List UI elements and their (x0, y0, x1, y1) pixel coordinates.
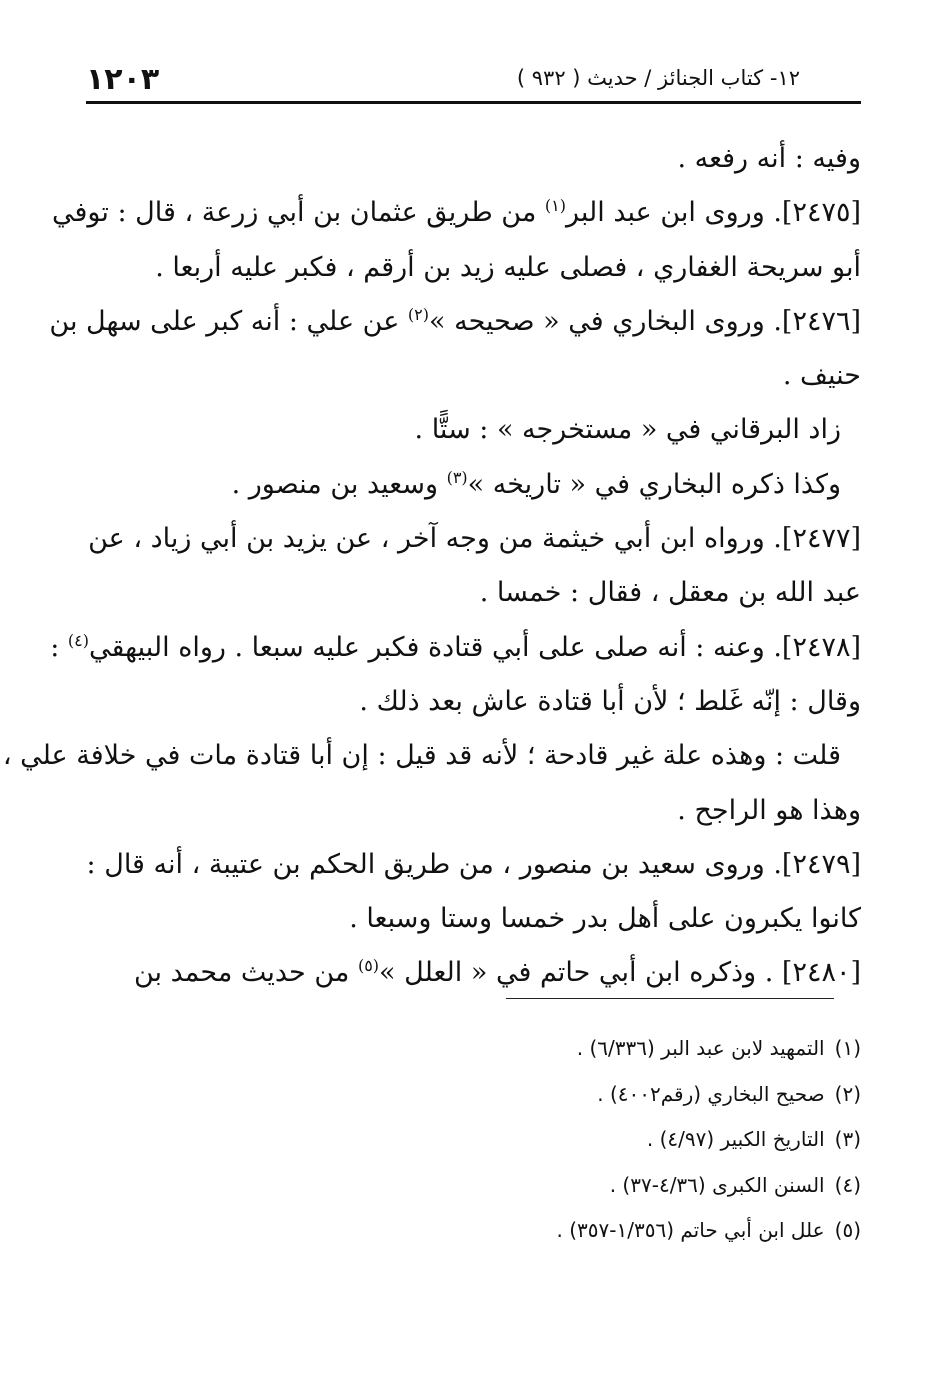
text-line (50, 621, 861, 675)
footnote-marker[interactable]: (٤) (67, 630, 89, 650)
line-text: قلت : وهذه علة غير قادحة ؛ لأنه قد قيل : إن أبا قتادة مات في خلافة علي ، (2, 740, 841, 772)
footnote-marker[interactable]: (١) (544, 196, 566, 216)
header-rule (86, 101, 861, 104)
footnote-text: التاريخ الكبير (٤/٩٧) . (646, 1127, 825, 1151)
line-text: من طريق عثمان بن أبي زرعة ، قال : توفي (52, 197, 545, 229)
footnote-marker[interactable]: (٢) (407, 304, 430, 324)
line-text: [٢٤٧٥]. وروى ابن عبد البر (565, 197, 861, 229)
line-text: عن علي : أنه كبر على سهل بن (49, 305, 408, 337)
text-line (86, 458, 861, 512)
footnote-number: (٢) (834, 1081, 861, 1106)
text-line (86, 241, 861, 295)
text-line (86, 892, 861, 946)
text-line (86, 838, 861, 892)
text-line (86, 512, 861, 566)
footnote-marker[interactable]: (٣) (446, 467, 468, 487)
footnote-text: التمهيد لابن عبد البر (٦/٣٣٦) . (576, 1036, 825, 1060)
line-text: كانوا يكبرون على أهل بدر خمسا وستا وسبعا . (349, 903, 861, 935)
line-text: عبد الله بن معقل ، فقال : خمسا . (479, 577, 861, 609)
line-text: زاد البرقاني في « مستخرجه » : ستًّا . (414, 414, 841, 446)
page-number: ١٢٠٣ (86, 62, 160, 97)
line-text: وقال : إنّه غَلط ؛ لأن أبا قتادة عاش بعد ذلك . (359, 685, 861, 717)
footnote-number: (٤) (834, 1172, 861, 1197)
footnote-separator (506, 998, 834, 999)
main-text (2, 132, 861, 1001)
line-text: وهذا هو الراجح . (677, 794, 861, 826)
text-line (86, 946, 861, 1000)
line-text: من حديث محمد بن (133, 957, 358, 989)
running-title: ١٢- كتاب الجنائز / حديث ( ٩٣٢ ) (516, 66, 800, 90)
page-header (86, 62, 860, 102)
footnote-text: علل ابن أبي حاتم (١/٣٥٦-٣٥٧) . (556, 1218, 825, 1242)
footnote-item (361, 1072, 861, 1118)
text-line (86, 349, 861, 403)
footnote-number: (٥) (834, 1218, 861, 1242)
line-text: [٢٤٨٠] . وذكره ابن أبي حاتم في « العلل » (379, 957, 861, 989)
line-text: وفيه : أنه رفعه . (677, 143, 861, 174)
text-line (86, 566, 861, 620)
footnote-item (361, 1163, 861, 1209)
footnote-marker[interactable]: (٥) (357, 956, 380, 976)
line-text: وكذا ذكره البخاري في « تاريخه » (467, 468, 841, 500)
line-text: [٢٤٧٧]. ورواه ابن أبي خيثمة من وجه آخر ، عن يزيد بن أبي زياد ، عن (88, 523, 861, 555)
text-line (86, 675, 861, 729)
line-text: [٢٤٧٩]. وروى سعيد بن منصور ، من طريق الحكم بن عتيبة ، أنه قال : (86, 848, 861, 880)
text-line (86, 784, 861, 838)
line-text: [٢٤٧٨]. وعنه : أنه صلى على أبي قتادة فكبر عليه سبعا . رواه البيهقي (89, 631, 861, 663)
text-line (52, 186, 861, 240)
line-text: أبو سريحة الغفاري ، فصلى عليه زيد بن أرقم ، فكبر عليه أربعا . (155, 251, 861, 283)
footnote-number: (٣) (834, 1127, 861, 1151)
footnote-text: صحيح البخاري (رقم٤٠٠٢) . (597, 1081, 825, 1106)
line-text: حنيف . (782, 360, 861, 392)
line-text: : (50, 631, 68, 663)
text-line (2, 729, 861, 783)
text-line (86, 132, 861, 186)
footnote-item (361, 1208, 861, 1254)
text-line (49, 295, 861, 349)
line-text: [٢٤٧٦]. وروى البخاري في « صحيحه » (429, 305, 861, 337)
footnote-item (361, 1117, 861, 1163)
footnote-text: السنن الكبرى (٤/٣٦-٣٧) . (609, 1172, 825, 1197)
footnote-number: (١) (834, 1036, 861, 1060)
text-line (86, 403, 861, 457)
footnotes (361, 1026, 861, 1254)
line-text: وسعيد بن منصور . (231, 468, 447, 500)
footnote-item (361, 1026, 861, 1072)
